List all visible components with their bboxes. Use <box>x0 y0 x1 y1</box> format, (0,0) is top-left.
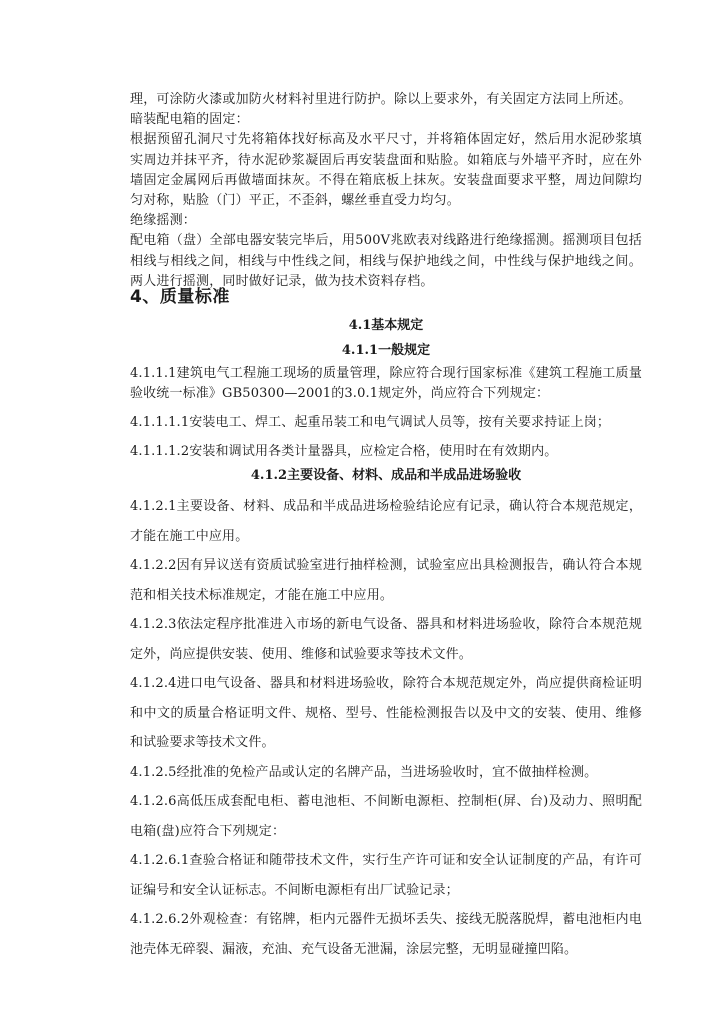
paragraph-concealed-box-fixing: 根据预留孔洞尺寸先将箱体找好标高及水平尺寸，并将箱体固定好，然后用水泥砂浆填实周边并抹平齐，待水泥砂浆凝固后再安装盘面和贴脸。如箱底与外墙平齐时，应在外墙固定金属网后再做墙面抹灰。不得在箱底板上抹灰。安装盘面要求平整，周边间隙均匀对称，贴脸（门）平正，不歪斜，螺丝垂直受力均匀。 <box>130 132 642 209</box>
subsection-title-basic-rules: 4.1基本规定 <box>348 318 424 333</box>
clause-4-1-2-6-1: 4.1.2.6.1查验合格证和随带技术文件，实行生产许可证和安全认证制度的产品，有许可证编号和安全认证标志。不间断电源柜有出厂试验记录； <box>130 853 642 898</box>
clause-4-1-1-1: 4.1.1.1建筑电气工程施工现场的质量管理，除应符合现行国家标准《建筑工程施工质量验收统一标准》GB50300—2001的3.0.1规定外，尚应符合下列规定： <box>130 366 642 401</box>
paragraph-concealed-box-label: 暗装配电箱的固定： <box>130 112 249 128</box>
clause-4-1-1-1-1: 4.1.1.1.1安装电工、焊工、起重吊装工和电气调试人员等，按有关要求持证上岗； <box>130 415 611 430</box>
clauses-general-rules <box>130 364 642 471</box>
clause-4-1-2-3: 4.1.2.3依法定程序批准进入市场的新电气设备、器具和材料进场验收，除符合本规范规定外，尚应提供安装、使用、维修和试验要求等技术文件。 <box>130 617 642 662</box>
clause-4-1-2-4: 4.1.2.4进口电气设备、器具和材料进场验收，除符合本规范规定外，尚应提供商检证明和中文的质量合格证明文件、规格、型号、性能检测报告以及中文的安装、使用、维修和试验要求等技术文件。 <box>130 676 642 750</box>
subsection-title-general-rules: 4.1.1一般规定 <box>341 343 431 358</box>
clause-4-1-2-6-2: 4.1.2.6.2外观检查：有铭牌，柜内元器件无损坏丢失、接线无脱落脱焊，蓄电池柜内电池壳体无碎裂、漏液，充油、充气设备无泄漏，涂层完整，无明显碰撞凹陷。 <box>130 912 642 957</box>
clauses-acceptance <box>130 492 642 964</box>
clause-4-1-2-1: 4.1.2.1主要设备、材料、成品和半成品进场检验结论应有记录，确认符合本规范规定，才能在施工中应用。 <box>130 499 642 544</box>
paragraph-insulation-label: 绝缘摇测： <box>130 213 197 229</box>
section-title-quality-standard: 4、质量标准 <box>130 287 230 307</box>
clause-4-1-2-2: 4.1.2.2因有异议送有资质试验室进行抽样检测，试验室应出具检测报告，确认符合本规范和相关技术标准规定，才能在施工中应用。 <box>130 558 642 603</box>
subsection-title-acceptance: 4.1.2主要设备、材料、成品和半成品进场验收 <box>250 468 522 483</box>
intro-section <box>130 90 642 292</box>
clause-4-1-2-5: 4.1.2.5经批准的免检产品或认定的名牌产品，当进场验收时，宜不做抽样检测。 <box>130 764 598 780</box>
clause-4-1-2-6: 4.1.2.6高低压成套配电柜、蓄电池柜、不间断电源柜、控制柜(屏、台)及动力、照明配电箱(盘)应符合下列规定： <box>130 794 642 839</box>
clause-4-1-1-1-2: 4.1.1.1.2安装和调试用各类计量器具，应检定合格，使用时在有效期内。 <box>130 444 558 459</box>
paragraph-insulation-test: 配电箱（盘）全部电器安装完毕后，用500V兆欧表对线路进行绝缘摇测。摇测项目包括相线与相线之间，相线与中性线之间，相线与保护地线之间，中性线与保护地线之间。两人进行摇测，同时做好记录，做为技术资料存档。 <box>130 233 642 289</box>
paragraph-fireproof: 理，可涂防火漆或加防火材料衬里进行防护。除以上要求外，有关固定方法同上所述。 <box>130 92 632 107</box>
